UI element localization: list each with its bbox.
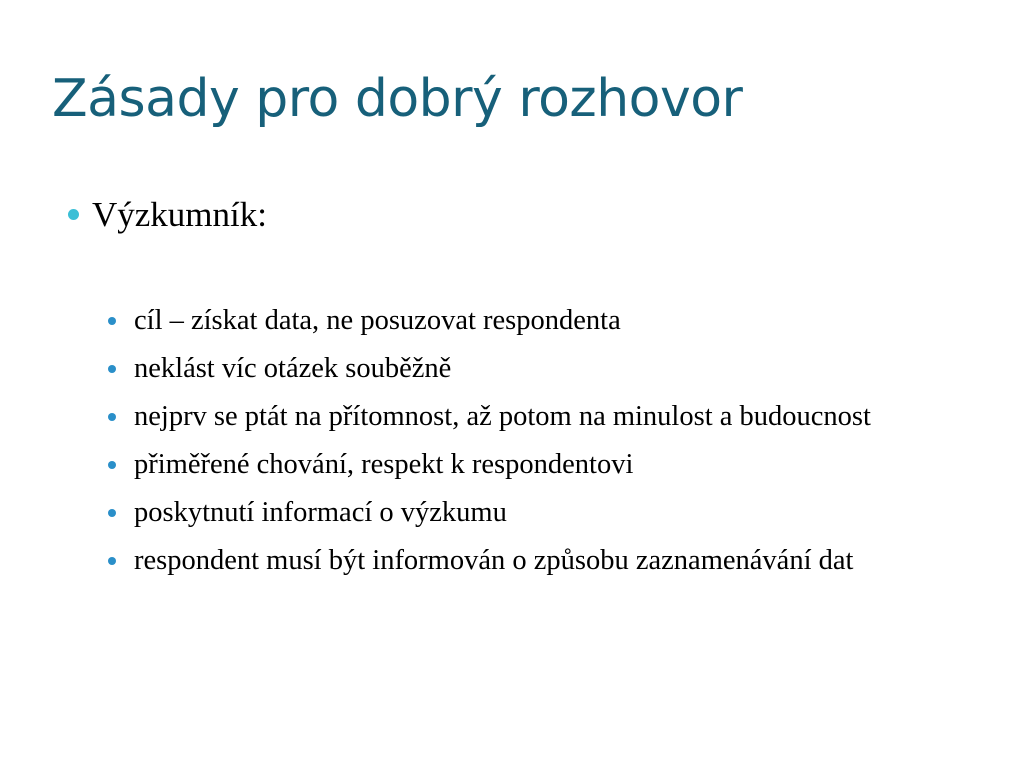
bullet-dot-icon (108, 365, 116, 373)
sub-bullet-item (108, 541, 928, 581)
sub-bullet-text: respondent musí být informován o způsobu zaznamenávání dat (134, 545, 854, 576)
sub-bullet-item (108, 445, 928, 485)
sub-bullet-item (108, 397, 928, 437)
main-bullet-item (68, 194, 267, 236)
bullet-dot-icon (68, 209, 79, 220)
sub-bullet-list (108, 301, 928, 589)
bullet-dot-icon (108, 461, 116, 469)
sub-bullet-text: cíl – získat data, ne posuzovat respondenta (134, 305, 621, 336)
sub-bullet-text: nejprv se ptát na přítomnost, až potom na minulost a budoucnost (134, 401, 871, 432)
main-bullet-list (68, 194, 267, 236)
sub-bullet-item (108, 301, 928, 341)
sub-bullet-item (108, 493, 928, 533)
bullet-dot-icon (108, 317, 116, 325)
bullet-dot-icon (108, 413, 116, 421)
main-bullet-label: Výzkumník: (92, 195, 267, 234)
slide-title: Zásady pro dobrý rozhovor (52, 69, 743, 129)
bullet-dot-icon (108, 557, 116, 565)
sub-bullet-text: přiměřené chování, respekt k respondentovi (134, 449, 634, 480)
sub-bullet-text: poskytnutí informací o výzkumu (134, 497, 507, 528)
bullet-dot-icon (108, 509, 116, 517)
sub-bullet-item (108, 349, 928, 389)
sub-bullet-text: neklást víc otázek souběžně (134, 353, 452, 384)
